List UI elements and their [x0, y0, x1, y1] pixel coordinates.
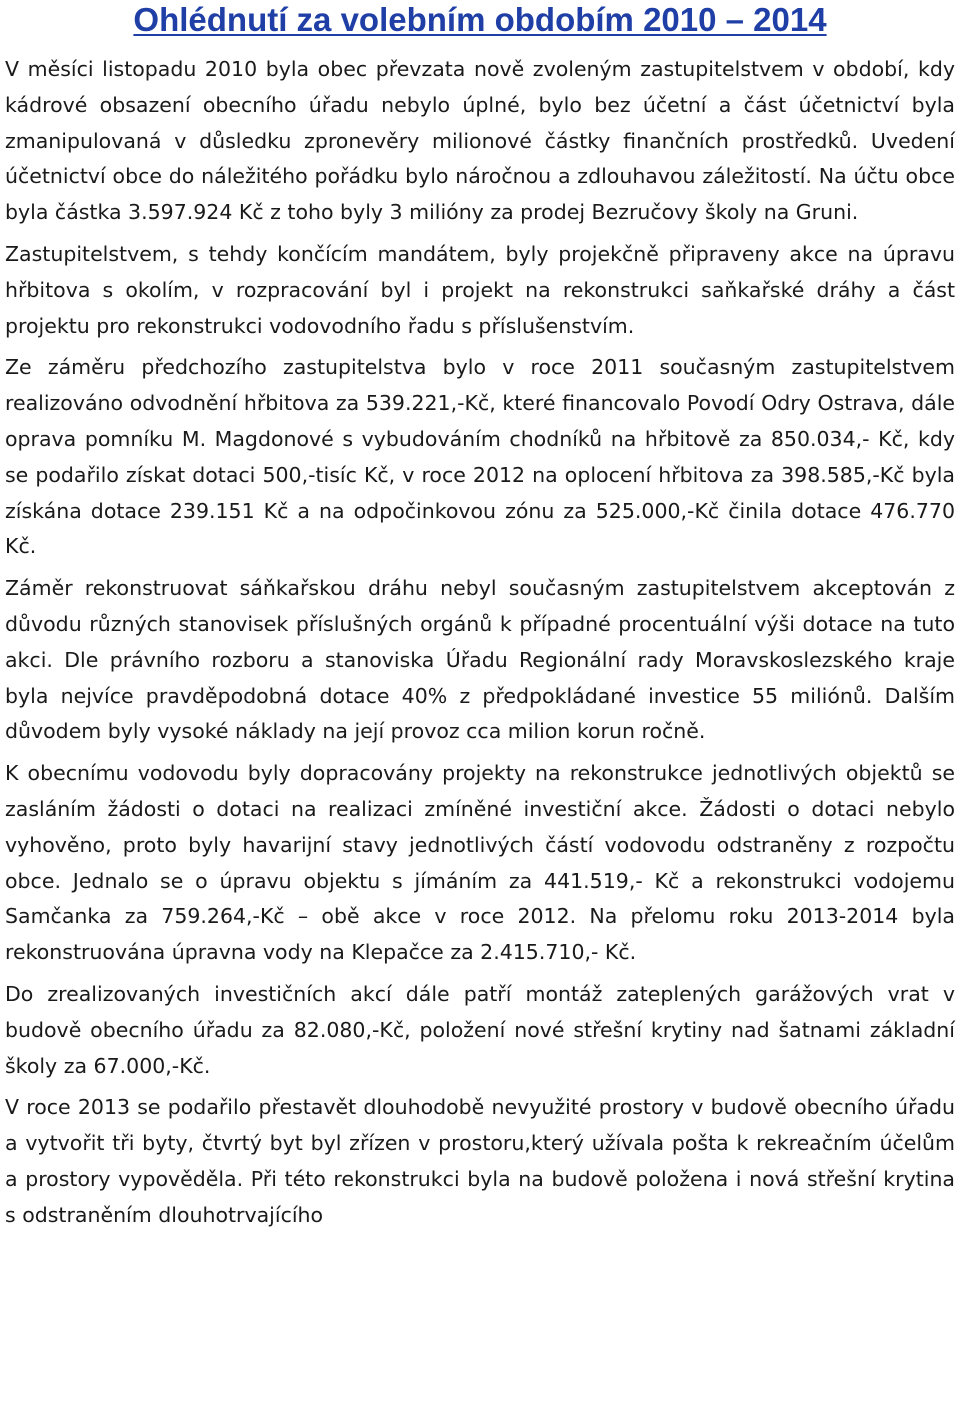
- paragraph-6: Do zrealizovaných investičních akcí dále patří montáž zateplených garážových vrat v budově obecního úřadu za 82.080,-Kč, položení nové střešní krytiny nad šatnami základní školy za 67.000,-Kč.: [5, 981, 955, 1078]
- paragraph-3: Ze záměru předchozího zastupitelstva bylo v roce 2011 současným zastupitelstvem realizováno odvodnění hřbitova za 539.221,-Kč, které financovalo Povodí Odry Ostrava, dále oprava pomníku M. Magdonové s vybudováním chodníků na hřbitově za 850.034,- Kč, kdy se podařilo získat dotaci 500,-tisíc Kč, v roce 2012 na oplocení hřbitova za 398.585,-Kč byla získána dotace 239.151 Kč a na odpočinkovou zónu za 525.000,-Kč činila dotace 476.770 Kč.: [5, 355, 955, 559]
- page-title: Ohlédnutí za volebním obdobím 2010 – 2014: [133, 1, 827, 38]
- paragraph-2: Zastupitelstvem, s tehdy končícím mandátem, byly projekčně připraveny akce na úpravu hřbitova s okolím, v rozpracování byl i projekt na rekonstrukci saňkařské dráhy a část projektu pro rekonstrukci vodovodního řadu s příslušenstvím.: [5, 241, 955, 338]
- paragraph-4: Záměr rekonstruovat sáňkařskou dráhu nebyl současným zastupitelstvem akceptován z důvodu různých stanovisek příslušných orgánů k případné procentuální výši dotace na tuto akci. Dle právního rozboru a stanoviska Úřadu Regionální rady Moravskoslezského kraje byla nejvíce pravděpodobná dotace 40% z předpokládané investice 55 miliónů. Dalším důvodem byly vysoké náklady na její provoz cca milion korun ročně.: [5, 576, 955, 744]
- paragraph-7: V roce 2013 se podařilo přestavět dlouhodobě nevyužité prostory v budově obecního úřadu a vytvořit tři byty, čtvrtý byt byl zřízen v prostoru,který užívala pošta k rekreačním účelům a prostory vypověděla. Při této rekonstrukci byla na budově položena i nová střešní krytina s odstraněním dlouhotrvajícího: [5, 1095, 955, 1227]
- document-body: [5, 52, 955, 1234]
- paragraph-5: K obecnímu vodovodu byly dopracovány projekty na rekonstrukce jednotlivých objektů se zasláním žádosti o dotaci na realizaci zmíněné investiční akce. Žádosti o dotaci nebylo vyhověno, proto byly havarijní stavy jednotlivých částí vodovodu odstraněny z rozpočtu obce. Jednalo se o úpravu objektu s jímáním za 441.519,- Kč a rekonstrukci vodojemu Samčanka za 759.264,-Kč – obě akce v roce 2012. Na přelomu roku 2013-2014 byla rekonstruována úpravna vody na Klepačce za 2.415.710,- Kč.: [5, 761, 955, 965]
- paragraph-1: V měsíci listopadu 2010 byla obec převzata nově zvoleným zastupitelstvem v období, kdy kádrové obsazení obecního úřadu nebylo úplné, bylo bez účetní a část účetnictví byla zmanipulovaná v důsledku zpronevěry milionové částky finančních prostředků. Uvedení účetnictví obce do náležitého pořádku bylo náročnou a zdlouhavou záležitostí. Na účtu obce byla částka 3.597.924 Kč z toho byly 3 milióny za prodej Bezručovy školy na Gruni.: [5, 57, 955, 225]
